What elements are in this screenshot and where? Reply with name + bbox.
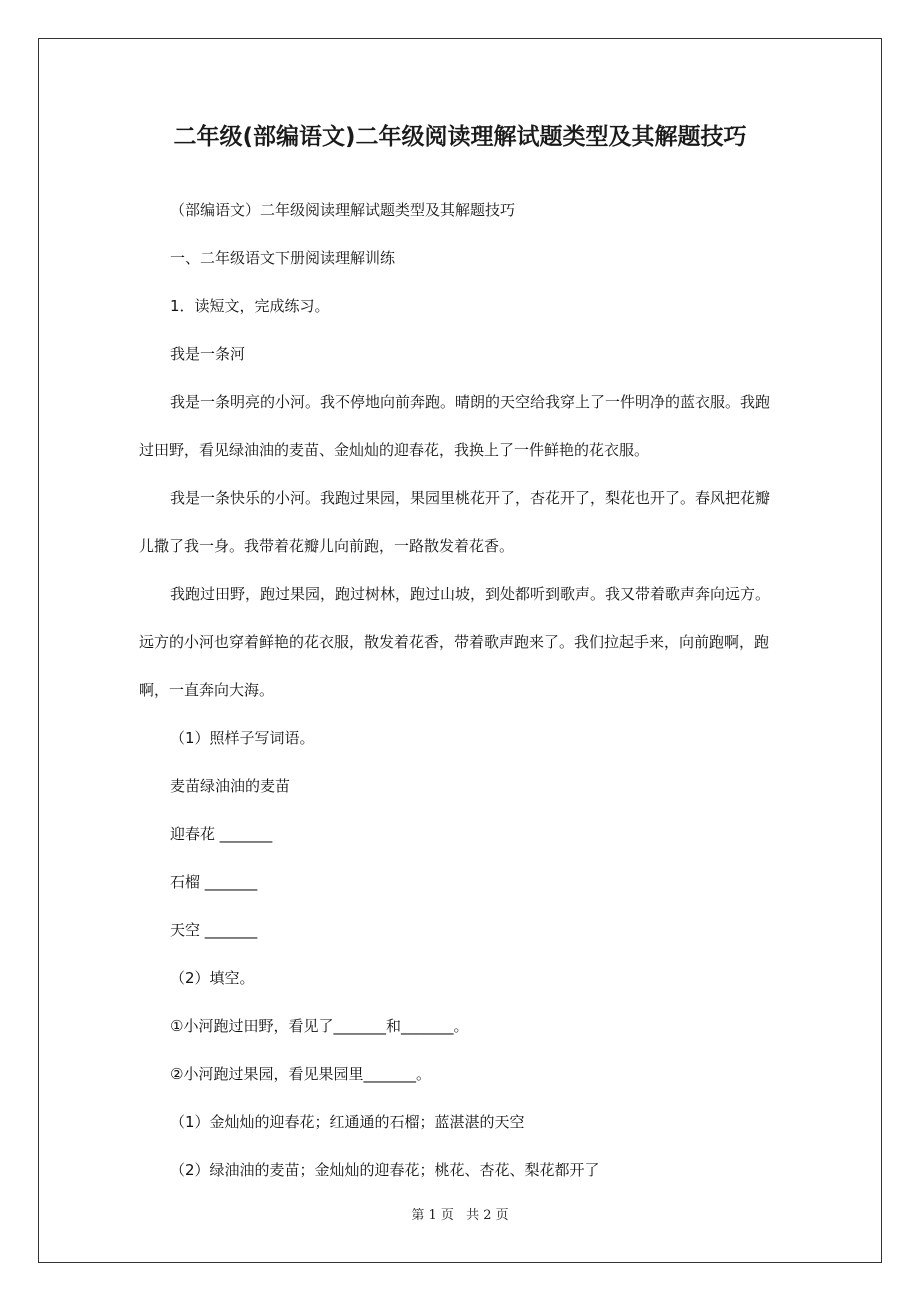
exercise-1-item: 石榴 _______: [170, 873, 258, 891]
section-heading: 一、二年级语文下册阅读理解训练: [170, 249, 396, 267]
exercise-1-prompt: （1）照样子写词语。: [170, 729, 315, 747]
exercise-2-item: ②小河跑过果园，看见果园里_______。: [170, 1065, 431, 1083]
exercise-2-prompt: （2）填空。: [170, 969, 255, 987]
passage-line: 儿撒了我一身。我带着花瓣儿向前跑，一路散发着花香。: [139, 537, 515, 555]
subtitle-line: （部编语文）二年级阅读理解试题类型及其解题技巧: [170, 201, 516, 219]
page-footer: [0, 1207, 920, 1225]
question-heading: 1．读短文，完成练习。: [170, 297, 330, 315]
document-title: 二年级(部编语文)二年级阅读理解试题类型及其解题技巧: [173, 124, 747, 150]
passage-line: 远方的小河也穿着鲜艳的花衣服，散发着花香，带着歌声跑来了。我们拉起手来，向前跑啊，跑: [139, 633, 770, 651]
answer-line: （1）金灿灿的迎春花；红通通的石榴；蓝湛湛的天空: [170, 1113, 525, 1131]
answer-line: （2）绿油油的麦苗；金灿灿的迎春花；桃花、杏花、梨花都开了: [170, 1161, 600, 1179]
exercise-2-item: ①小河跑过田野，看见了_______和_______。: [170, 1017, 469, 1035]
passage-line: 啊，一直奔向大海。: [139, 681, 275, 699]
exercise-1-item: 迎春花 _______: [170, 825, 273, 843]
page-total: 共 2 页: [466, 1208, 509, 1223]
passage-line: 我跑过田野，跑过果园，跑过树林，跑过山坡，到处都听到歌声。我又带着歌声奔向远方。: [170, 585, 771, 603]
page-number: 第 1 页: [411, 1208, 454, 1223]
exercise-1-item: 天空 _______: [170, 921, 258, 939]
passage-line: 我是一条明亮的小河。我不停地向前奔跑。晴朗的天空给我穿上了一件明净的蓝衣服。我跑: [170, 393, 771, 411]
passage-title: 我是一条河: [170, 345, 246, 363]
exercise-1-example: 麦苗绿油油的麦苗: [170, 777, 291, 795]
passage-line: 我是一条快乐的小河。我跑过果园，果园里桃花开了，杏花开了，梨花也开了。春风把花瓣: [170, 489, 771, 507]
passage-line: 过田野，看见绿油油的麦苗、金灿灿的迎春花，我换上了一件鲜艳的花衣服。: [139, 441, 650, 459]
